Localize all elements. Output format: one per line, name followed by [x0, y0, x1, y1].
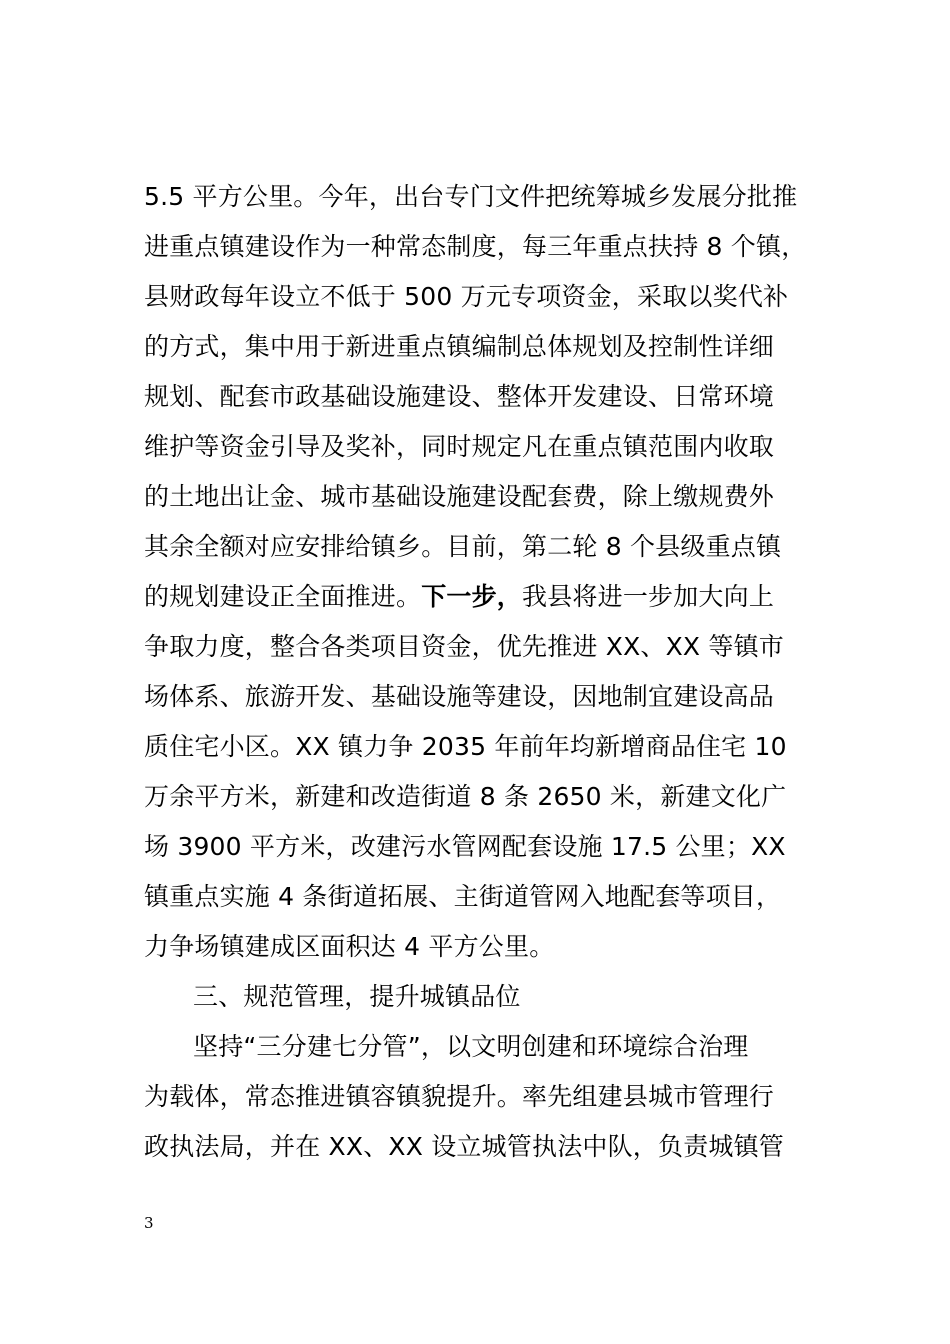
text-line-7: 的土地出让金、城市基础设施建设配套费，除上缴规费外 [144, 482, 775, 511]
text-line-9-end: 我县将进一步加大向上 [522, 582, 775, 611]
text-line-6: 维护等资金引导及奖补，同时规定凡在重点镇范围内收取 [144, 432, 775, 461]
text-line-11: 场体系、旅游开发、基础设施等建设，因地制宜建设高品 [144, 682, 775, 711]
text-line-1: 5.5 平方公里。今年，出台专门文件把统筹城乡发展分批推 [144, 182, 798, 211]
text-line-9 [144, 582, 774, 612]
text-line-4: 的方式，集中用于新进重点镇编制总体规划及控制性详细 [144, 332, 775, 361]
text-line-2: 进重点镇建设作为一种常态制度，每三年重点扶持 8 个镇， [144, 232, 807, 261]
text-line-20: 政执法局，并在 XX、XX 设立城管执法中队，负责城镇管 [144, 1132, 785, 1161]
text-line-16: 力争场镇建成区面积达 4 平方公里。 [144, 932, 555, 961]
text-line-10: 争取力度，整合各类项目资金，优先推进 XX、XX 等镇市 [144, 632, 785, 661]
text-line-3: 县财政每年设立不低于 500 万元专项资金，采取以奖代补 [144, 282, 789, 311]
text-line-14: 场 3900 平方米，改建污水管网配套设施 17.5 公里；XX [144, 832, 786, 861]
text-line-19: 为载体，常态推进镇容镇貌提升。率先组建县城市管理行 [144, 1082, 775, 1111]
text-line-12: 质住宅小区。XX 镇力争 2035 年前年均新增商品住宅 10 [144, 732, 787, 761]
text-line-5: 规划、配套市政基础设施建设、整体开发建设、日常环境 [144, 382, 775, 411]
text-line-8: 其余全额对应安排给镇乡。目前，第二轮 8 个县级重点镇 [144, 532, 782, 561]
page-number: 3 [144, 1214, 154, 1232]
text-line-13: 万余平方米，新建和改造街道 8 条 2650 米，新建文化广 [144, 782, 787, 811]
text-line-15: 镇重点实施 4 条街道拓展、主街道管网入地配套等项目， [144, 882, 782, 911]
text-line-9-start: 的规划建设正全面推进。 [144, 582, 422, 611]
text-line-18: 坚持“三分建七分管”，以文明创建和环境综合治理 [193, 1032, 749, 1061]
section-heading: 三、规范管理，提升城镇品位 [193, 982, 521, 1011]
bold-phrase-next-step: 下一步， [421, 582, 523, 611]
